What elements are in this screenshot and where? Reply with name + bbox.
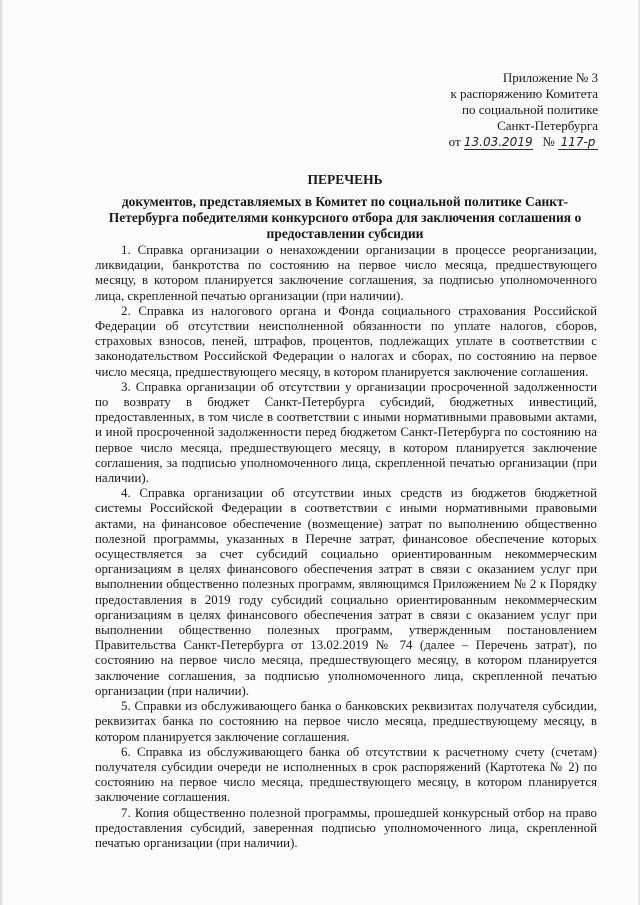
list-item: 1. Справка организации о ненахождении организации в процессе реорганизации, ликвидации, банкротства по состоянию на первое число месяца, предшествующего месяцу, в котором планируется заключение соглашения, за подписью уполномоченного лица, скрепленной печатью организации (при наличии).: [95, 243, 597, 303]
list-item: 5. Справки из обслуживающего банка о банковских реквизитах получателя субсидии, реквизитах банка по состоянию на первое число месяца, предшествующему месяцу, в котором планируется заключение соглашения.: [95, 699, 597, 744]
list-item: 7. Копия общественно полезной программы, прошедшей конкурсный отбор на право предоставления субсидий, заверенная подписью уполномоченного лица, скрепленной печатью организации (при наличии).: [95, 805, 597, 850]
appendix-line: Санкт-Петербурга: [497, 118, 598, 133]
title-heading: ПЕРЕЧЕНЬ: [307, 172, 383, 187]
list-item: 3. Справка организации об отсутствии у организации просроченной задолженности по возврату в бюджет Санкт-Петербурга субсидий, бюджетных инвестиций, предоставленных, в том числе в соответствии с иными нормативными правовыми актами, и иной просроченной задолженности перед бюджетом Санкт-Петербурга по состоянию на первое число месяца, предшествующего месяцу, в котором планируется заключение соглашения, за подписью уполномоченного лица, скрепленной печатью организации (при наличии).: [95, 379, 597, 486]
document-body: [95, 243, 597, 851]
handwritten-date: 13.03.2019: [463, 135, 533, 149]
appendix-line: по социальной политике: [462, 102, 598, 117]
handwritten-number: 117-р: [558, 135, 598, 150]
number-prefix: №: [542, 134, 555, 149]
appendix-reference: [449, 134, 598, 150]
date-prefix: от: [448, 134, 461, 149]
document-title: [95, 172, 595, 242]
list-item: 2. Справка из налогового органа и Фонда социального страхования Российской Федерации об отсутствии неисполненной обязанности по уплате налогов, сборов, страховых взносов, пеней, штрафов, процентов, подлежащих уплате в соответствии с законодательством Российской Федерации о налогах и сборах, по состоянию на первое число месяца, предшествующего месяцу, в котором планируется заключение соглашения.: [95, 303, 597, 379]
list-item: 4. Справка организации об отсутствии иных средств из бюджетов бюджетной системы Российской Федерации в соответствии с иными нормативными правовыми актами, на финансовое обеспечение (возмещение) затрат по выполнению общественно полезной программы, указанных в Перечне затрат, финансовое обеспечение которых осуществляется за счет субсидий социально ориентированным некоммерческим организациям в целях финансового обеспечения затрат в связи с оказанием услуг при выполнении общественно полезных программ, являющимся Приложением № 2 к Порядку предоставления в 2019 году субсидий социально ориентированным некоммерческим организациям в целях финансового обеспечения затрат в связи с оказанием услуг при выполнении общественно полезных программ, утвержденным постановлением Правительства Санкт-Петербурга от 13.02.2019 № 74 (далее – Перечень затрат), по состоянию на первое число месяца, предшествующего месяцу, в котором планируется заключение соглашения, за подписью уполномоченного лица, скрепленной печатью организации (при наличии).: [95, 486, 597, 698]
appendix-line: к распоряжению Комитета: [450, 86, 598, 101]
list-item: 6. Справка из обслуживающего банка об отсутствии к расчетному счету (счетам) получателя субсидии очереди не исполненных в срок распоряжений (Картотека № 2) по состоянию на первое число месяца, предшествующего месяцу, в котором планируется заключение соглашения.: [95, 744, 597, 805]
scan-edge-left: [0, 0, 3, 905]
title-subheading: документов, представляемых в Комитет по социальной политике Санкт-Петербурга победителями конкурсного отбора для заключения соглашения о предоставлении субсидии: [108, 194, 582, 241]
appendix-header: [449, 70, 598, 150]
appendix-line: Приложение № 3: [502, 70, 598, 85]
